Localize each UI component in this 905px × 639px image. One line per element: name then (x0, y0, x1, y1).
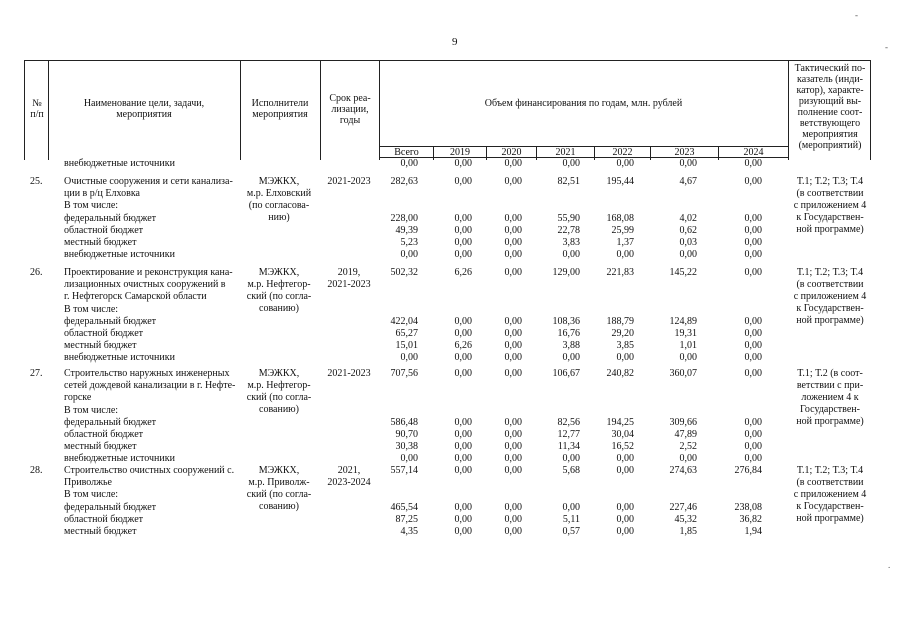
amount-cell: 0,00 (744, 368, 762, 379)
amount-cell: 3,88 (562, 340, 580, 352)
row-title-line: В том числе: (64, 489, 119, 501)
amount-cell: 168,08 (606, 212, 634, 224)
amount-cell: 49,39 (395, 224, 418, 236)
amount-cell: 5,23 (400, 237, 418, 248)
amount-cell: 0,00 (616, 465, 634, 476)
amount-cell: 0,00 (562, 352, 580, 364)
row-indicator: Т.1; Т.2; Т.3; Т.4 (в соответствии с приложением 4 к Государствен- ной программе) (793, 465, 867, 524)
amount-cell: 3,83 (562, 237, 580, 248)
amount-cell: 422,04 (390, 315, 418, 327)
amount-cell: 0,00 (504, 315, 522, 327)
amount-cell: 0,00 (400, 352, 418, 364)
amount-cell: 276,84 (734, 465, 762, 476)
subrow-label: федеральный бюджет (64, 315, 157, 327)
amount-cell: 221,83 (606, 267, 634, 278)
amount-cell: 0,00 (454, 513, 472, 525)
amount-cell: 557,14 (390, 465, 418, 476)
amount-cell: 0,00 (744, 352, 762, 364)
row-title-line: Очистные сооружения и сети канализа- (64, 176, 233, 187)
amount-cell: 0,00 (744, 429, 762, 440)
amount-cell: 0,00 (679, 249, 697, 261)
row-title-line: В том числе: (64, 200, 119, 212)
row-title-line: Строительство очистных сооружений с. (64, 465, 235, 476)
row-term: 2021-2023 (327, 368, 371, 379)
amount-cell: 0,00 (504, 368, 522, 379)
amount-cell: 228,00 (390, 212, 418, 224)
header-name: Наименование цели, задачи, мероприятия (83, 98, 205, 120)
amount-cell: 0,00 (744, 340, 762, 352)
amount-cell: 0,00 (616, 158, 634, 169)
amount-cell: 2,52 (679, 441, 697, 453)
amount-cell: 0,00 (400, 249, 418, 261)
subrow-label: федеральный бюджет (64, 501, 157, 513)
amount-cell: 0,00 (679, 453, 697, 465)
header-year-2019: 2019 (450, 147, 470, 158)
row-term: 2021, 2023-2024 (327, 465, 371, 488)
amount-cell: 360,07 (669, 368, 697, 379)
amount-cell: 309,66 (669, 416, 697, 428)
row-number: 27. (30, 368, 43, 379)
row-title-line: горске (64, 392, 92, 404)
row-indicator: Т.1; Т.2; Т.3; Т.4 (в соответствии с приложением 4 к Государствен- ной программе) (793, 176, 867, 235)
amount-cell: 0,00 (454, 465, 472, 476)
amount-cell: 0,00 (744, 237, 762, 248)
amount-cell: 0,00 (562, 249, 580, 261)
row-executors: МЭЖКХ, м.р. Нефтегор- ский (по согла- сованию) (246, 368, 312, 415)
amount-cell: 0,00 (454, 328, 472, 339)
amount-cell: 0,00 (744, 224, 762, 236)
amount-cell: 5,11 (562, 513, 580, 525)
amount-cell: 0,00 (454, 441, 472, 453)
amount-cell: 0,00 (744, 158, 762, 169)
amount-cell: 0,00 (744, 267, 762, 278)
amount-cell: 6,26 (454, 267, 472, 278)
margin-mark: - (885, 42, 888, 52)
row-number: 25. (30, 176, 43, 187)
row-title-line: В том числе: (64, 404, 119, 416)
row-executors: МЭЖКХ, м.р. Приволж- ский (по согла- сованию) (246, 465, 312, 512)
amount-cell: 0,00 (504, 249, 522, 261)
amount-cell: 0,00 (504, 352, 522, 364)
amount-cell: 0,00 (504, 429, 522, 440)
amount-cell: 0,00 (454, 176, 472, 187)
amount-cell: 0,00 (744, 328, 762, 339)
amount-cell: 0,00 (454, 453, 472, 465)
amount-cell: 0,00 (616, 526, 634, 537)
amount-cell: 0,00 (454, 158, 472, 169)
amount-cell: 124,89 (669, 315, 697, 327)
amount-cell: 1,37 (616, 237, 634, 248)
amount-cell: 0,00 (744, 453, 762, 465)
header-term: Срок реа- лизации, годы (329, 93, 371, 126)
margin-mark: - (855, 10, 858, 20)
header-executors: Исполнители мероприятия (251, 98, 309, 120)
amount-cell: 4,67 (679, 176, 697, 187)
amount-cell: 0,00 (504, 340, 522, 352)
row-title-line: Приволжье (64, 477, 112, 489)
subrow-label: федеральный бюджет (64, 416, 157, 428)
amount-cell: 195,44 (606, 176, 634, 187)
subrow-label: внебюджетные источники (64, 352, 175, 364)
amount-cell: 0,00 (744, 212, 762, 224)
amount-cell: 1,85 (679, 526, 697, 537)
amount-cell: 0,00 (744, 416, 762, 428)
row-executors: МЭЖКХ, м.р. Елховский (по согласова- нию) (246, 176, 312, 223)
amount-cell: 194,25 (606, 416, 634, 428)
amount-cell: 65,27 (395, 328, 418, 339)
amount-cell: 0,00 (504, 453, 522, 465)
amount-cell: 82,51 (557, 176, 580, 187)
amount-cell: 30,04 (611, 429, 634, 440)
amount-cell: 0,57 (562, 526, 580, 537)
subrow-label: местный бюджет (64, 441, 137, 453)
amount-cell: 227,46 (669, 501, 697, 513)
row-title-line: ции в р/ц Елховка (64, 188, 140, 200)
amount-cell: 0,00 (454, 368, 472, 379)
header-year-total: Всего (394, 147, 419, 158)
row-title-line: г. Нефтегорск Самарской области (64, 291, 207, 303)
row-title-line: Строительство наружных инженерных (64, 368, 230, 379)
amount-cell: 502,32 (390, 267, 418, 278)
subrow-label: внебюджетные источники (64, 249, 175, 261)
amount-cell: 0,00 (504, 176, 522, 187)
amount-cell: 465,54 (390, 501, 418, 513)
amount-cell: 282,63 (390, 176, 418, 187)
amount-cell: 0,00 (504, 465, 522, 476)
amount-cell: 0,00 (400, 453, 418, 465)
amount-cell: 3,85 (616, 340, 634, 352)
row-indicator: Т.1; Т.2 (в соот- ветствии с при- ложением 4 к Государствен- ной программе) (796, 368, 864, 427)
amount-cell: 0,00 (454, 352, 472, 364)
amount-cell: 0,00 (562, 501, 580, 513)
amount-cell: 45,32 (674, 513, 697, 525)
amount-cell: 82,56 (557, 416, 580, 428)
amount-cell: 4,35 (400, 526, 418, 537)
amount-cell: 0,00 (504, 224, 522, 236)
amount-cell: 29,20 (611, 328, 634, 339)
header-year-2024: 2024 (743, 147, 764, 158)
header-num: № п/п (30, 98, 44, 120)
amount-cell: 0,00 (504, 212, 522, 224)
amount-cell: 0,00 (454, 416, 472, 428)
row-number: 26. (30, 267, 43, 278)
amount-cell: 0,00 (616, 513, 634, 525)
row-executors: МЭЖКХ, м.р. Нефтегор- ский (по согла- сованию) (246, 267, 312, 314)
amount-cell: 0,00 (616, 352, 634, 364)
row-title-line: Проектирование и реконструкция кана- (64, 267, 233, 278)
header-indicator: Тактический по- казатель (инди- катор), характе- ризующий вы- полнение соот- ветствующего мероприятия (мероприятий) (794, 63, 866, 151)
subrow-label: местный бюджет (64, 526, 137, 537)
amount-cell: 0,00 (454, 237, 472, 248)
amount-cell: 1,94 (744, 526, 762, 537)
row-indicator: Т.1; Т.2; Т.3; Т.4 (в соответствии с приложением 4 к Государствен- ной программе) (793, 267, 867, 326)
amount-cell: 129,00 (552, 267, 580, 278)
amount-cell: 1,01 (679, 340, 697, 352)
amount-cell: 16,76 (557, 328, 580, 339)
header-year-2022: 2022 (612, 147, 633, 158)
header-year-2021: 2021 (555, 147, 576, 158)
amount-cell: 15,01 (395, 340, 418, 352)
amount-cell: 0,62 (679, 224, 697, 236)
row-term: 2021-2023 (327, 176, 371, 187)
amount-cell: 0,00 (504, 526, 522, 537)
amount-cell: 87,25 (395, 513, 418, 525)
row-term: 2019, 2021-2023 (327, 267, 371, 290)
amount-cell: 0,00 (454, 212, 472, 224)
amount-cell: 0,00 (504, 501, 522, 513)
amount-cell: 707,56 (390, 368, 418, 379)
amount-cell: 0,00 (744, 441, 762, 453)
subrow-label: областной бюджет (64, 224, 144, 236)
amount-cell: 188,79 (606, 315, 634, 327)
subrow-label: федеральный бюджет (64, 212, 157, 224)
amount-cell: 0,00 (504, 237, 522, 248)
amount-cell: 0,00 (504, 328, 522, 339)
amount-cell: 0,00 (504, 267, 522, 278)
amount-cell: 274,63 (669, 465, 697, 476)
amount-cell: 12,77 (557, 429, 580, 440)
amount-cell: 0,00 (454, 526, 472, 537)
amount-cell: 5,68 (562, 465, 580, 476)
header-year-2020: 2020 (501, 147, 522, 158)
margin-mark: . (888, 560, 891, 570)
subrow-label: областной бюджет (64, 513, 144, 525)
amount-cell: 0,03 (679, 237, 697, 248)
amount-cell: 106,67 (552, 368, 580, 379)
amount-cell: 0,00 (679, 158, 697, 169)
amount-cell: 0,00 (504, 158, 522, 169)
amount-cell: 0,00 (616, 249, 634, 261)
header-finance: Объем финансирования по годам, млн. рублей (484, 98, 683, 109)
amount-cell: 0,00 (504, 513, 522, 525)
amount-cell: 0,00 (562, 158, 580, 169)
amount-cell: 0,00 (454, 429, 472, 440)
amount-cell: 240,82 (606, 368, 634, 379)
amount-cell: 0,00 (679, 352, 697, 364)
amount-cell: 0,00 (454, 224, 472, 236)
subrow-label: местный бюджет (64, 237, 137, 248)
amount-cell: 145,22 (669, 267, 697, 278)
subrow-label: внебюджетные источники (64, 453, 175, 465)
amount-cell: 586,48 (390, 416, 418, 428)
amount-cell: 0,00 (504, 416, 522, 428)
amount-cell: 0,00 (454, 501, 472, 513)
amount-cell: 0,00 (744, 315, 762, 327)
amount-cell: 0,00 (504, 441, 522, 453)
amount-cell: 16,52 (611, 441, 634, 453)
amount-cell: 19,31 (674, 328, 697, 339)
amount-cell: 4,02 (679, 212, 697, 224)
header-year-2023: 2023 (674, 147, 695, 158)
table-header (24, 60, 871, 160)
amount-cell: 0,00 (744, 249, 762, 261)
subrow-label: областной бюджет (64, 328, 144, 339)
row-title-line: лизационных очистных сооружений в (64, 279, 226, 291)
amount-cell: 25,99 (611, 224, 634, 236)
page-number: 9 (452, 36, 458, 48)
amount-cell: 36,82 (739, 513, 762, 525)
amount-cell: 47,89 (674, 429, 697, 440)
amount-cell: 55,90 (557, 212, 580, 224)
amount-cell: 0,00 (744, 176, 762, 187)
amount-cell: 0,00 (400, 158, 418, 169)
amount-cell: 0,00 (616, 453, 634, 465)
amount-cell: 0,00 (616, 501, 634, 513)
amount-cell: 0,00 (454, 249, 472, 261)
amount-cell: 90,70 (395, 429, 418, 440)
row-label: внебюджетные источники (64, 158, 175, 169)
amount-cell: 11,34 (557, 441, 580, 453)
row-title-line: сетей дождевой канализации в г. Нефте- (64, 380, 236, 392)
subrow-label: местный бюджет (64, 340, 137, 352)
amount-cell: 30,38 (395, 441, 418, 453)
subrow-label: областной бюджет (64, 429, 144, 440)
amount-cell: 6,26 (454, 340, 472, 352)
amount-cell: 0,00 (454, 315, 472, 327)
amount-cell: 108,36 (552, 315, 580, 327)
amount-cell: 22,78 (557, 224, 580, 236)
row-title-line: В том числе: (64, 303, 119, 315)
row-number: 28. (30, 465, 43, 476)
amount-cell: 238,08 (734, 501, 762, 513)
amount-cell: 0,00 (562, 453, 580, 465)
